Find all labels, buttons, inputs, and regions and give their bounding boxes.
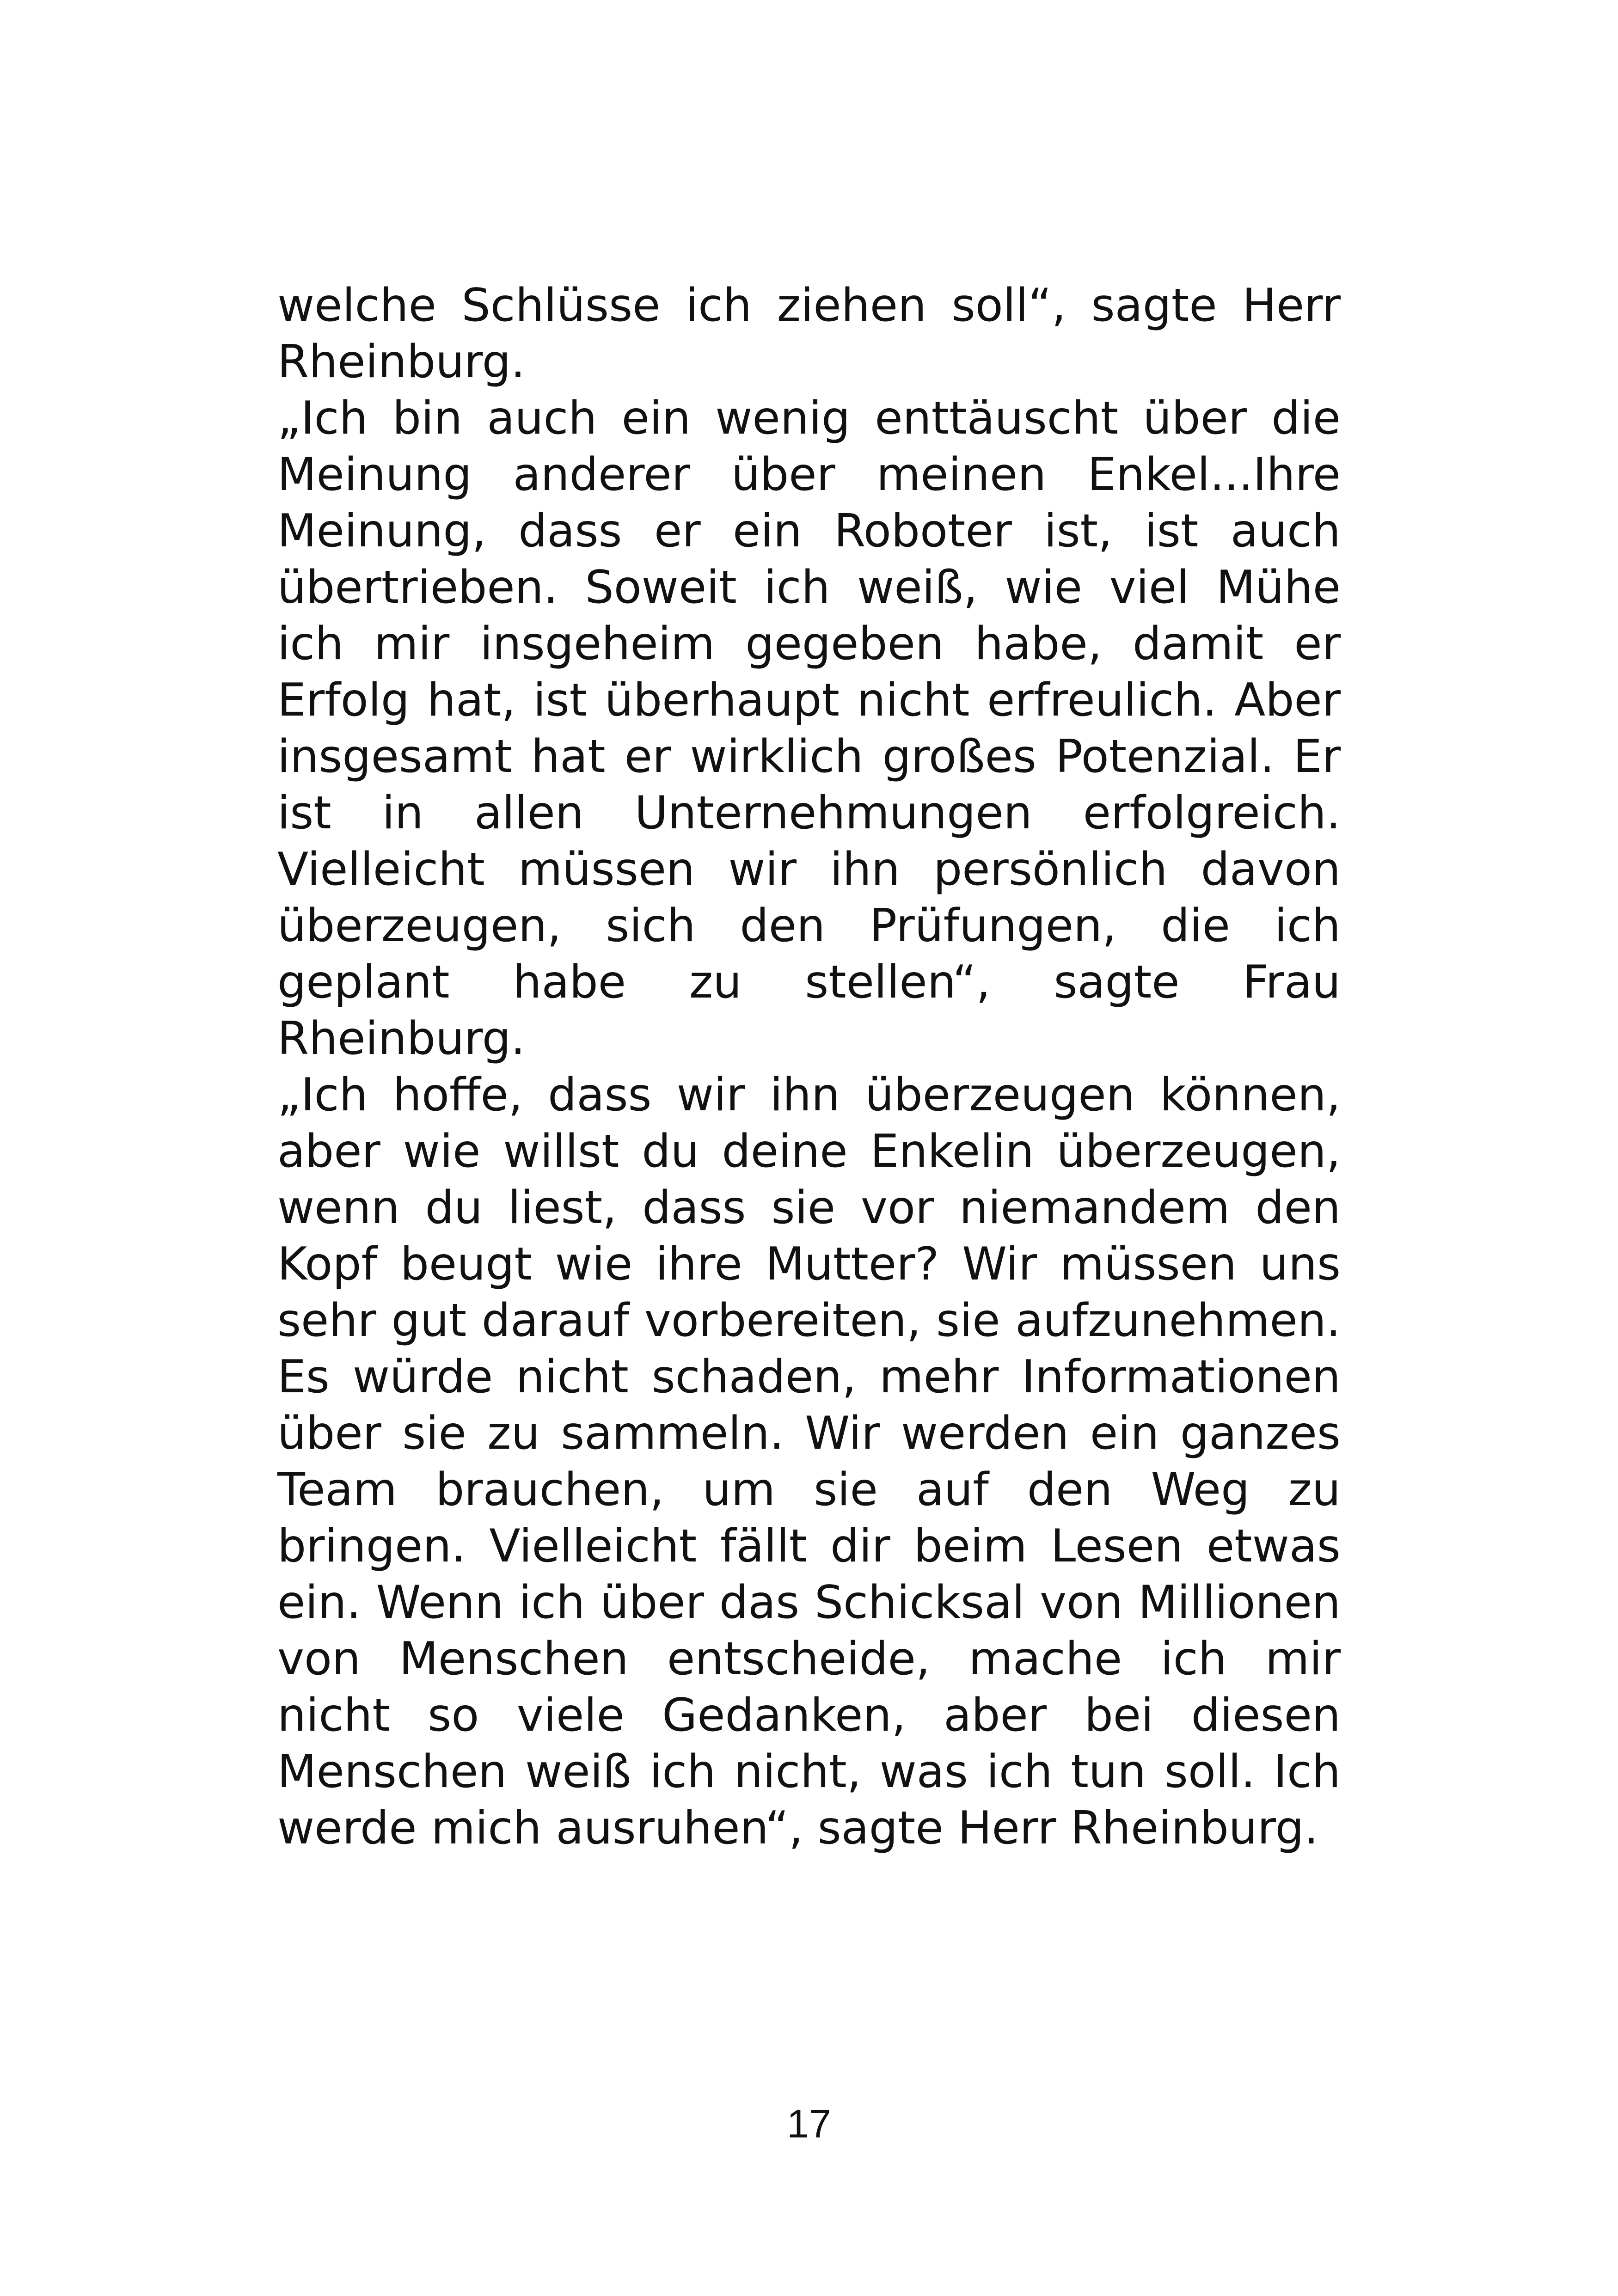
- page-number: 17: [787, 2102, 831, 2146]
- paragraph: „Ich hoffe, dass wir ihn überzeugen können, aber wie willst du deine Enkelin überzeugen, wenn du liest, dass sie vor niemandem den Kopf beugt wie ihre Mutter? Wir müssen uns sehr gut darauf vorbereiten, sie aufzunehmen. Es würde nicht schaden, mehr Informationen über sie zu sammeln. Wir werden ein ganzes Team brauchen, um sie auf den Weg zu bringen. Vielleicht fällt dir beim Lesen etwas ein. Wenn ich über das Schicksal von Millionen von Menschen entscheide, mache ich mir nicht so viele Gedanken, aber bei diesen Menschen weiß ich nicht, was ich tun soll. Ich werde mich ausruhen“, sagte Herr Rheinburg.: [277, 1069, 1341, 1855]
- paragraph: welche Schlüsse ich ziehen soll“, sagte Herr Rheinburg.: [277, 279, 1341, 388]
- paragraph: „Ich bin auch ein wenig enttäuscht über die Meinung anderer über meinen Enkel...Ihre Meinung, dass er ein Roboter ist, ist auch übertrieben. Soweit ich weiß, wie viel Mühe ich mir insgeheim gegeben habe, damit er Erfolg hat, ist überhaupt nicht erfreulich. Aber insgesamt hat er wirklich großes Potenzial. Er ist in allen Unternehmungen erfolgreich. Vielleicht müssen wir ihn persönlich davon überzeugen, sich den Prüfungen, die ich geplant habe zu stellen“, sagte Frau Rheinburg.: [277, 392, 1341, 1065]
- body-text: [277, 277, 1341, 1856]
